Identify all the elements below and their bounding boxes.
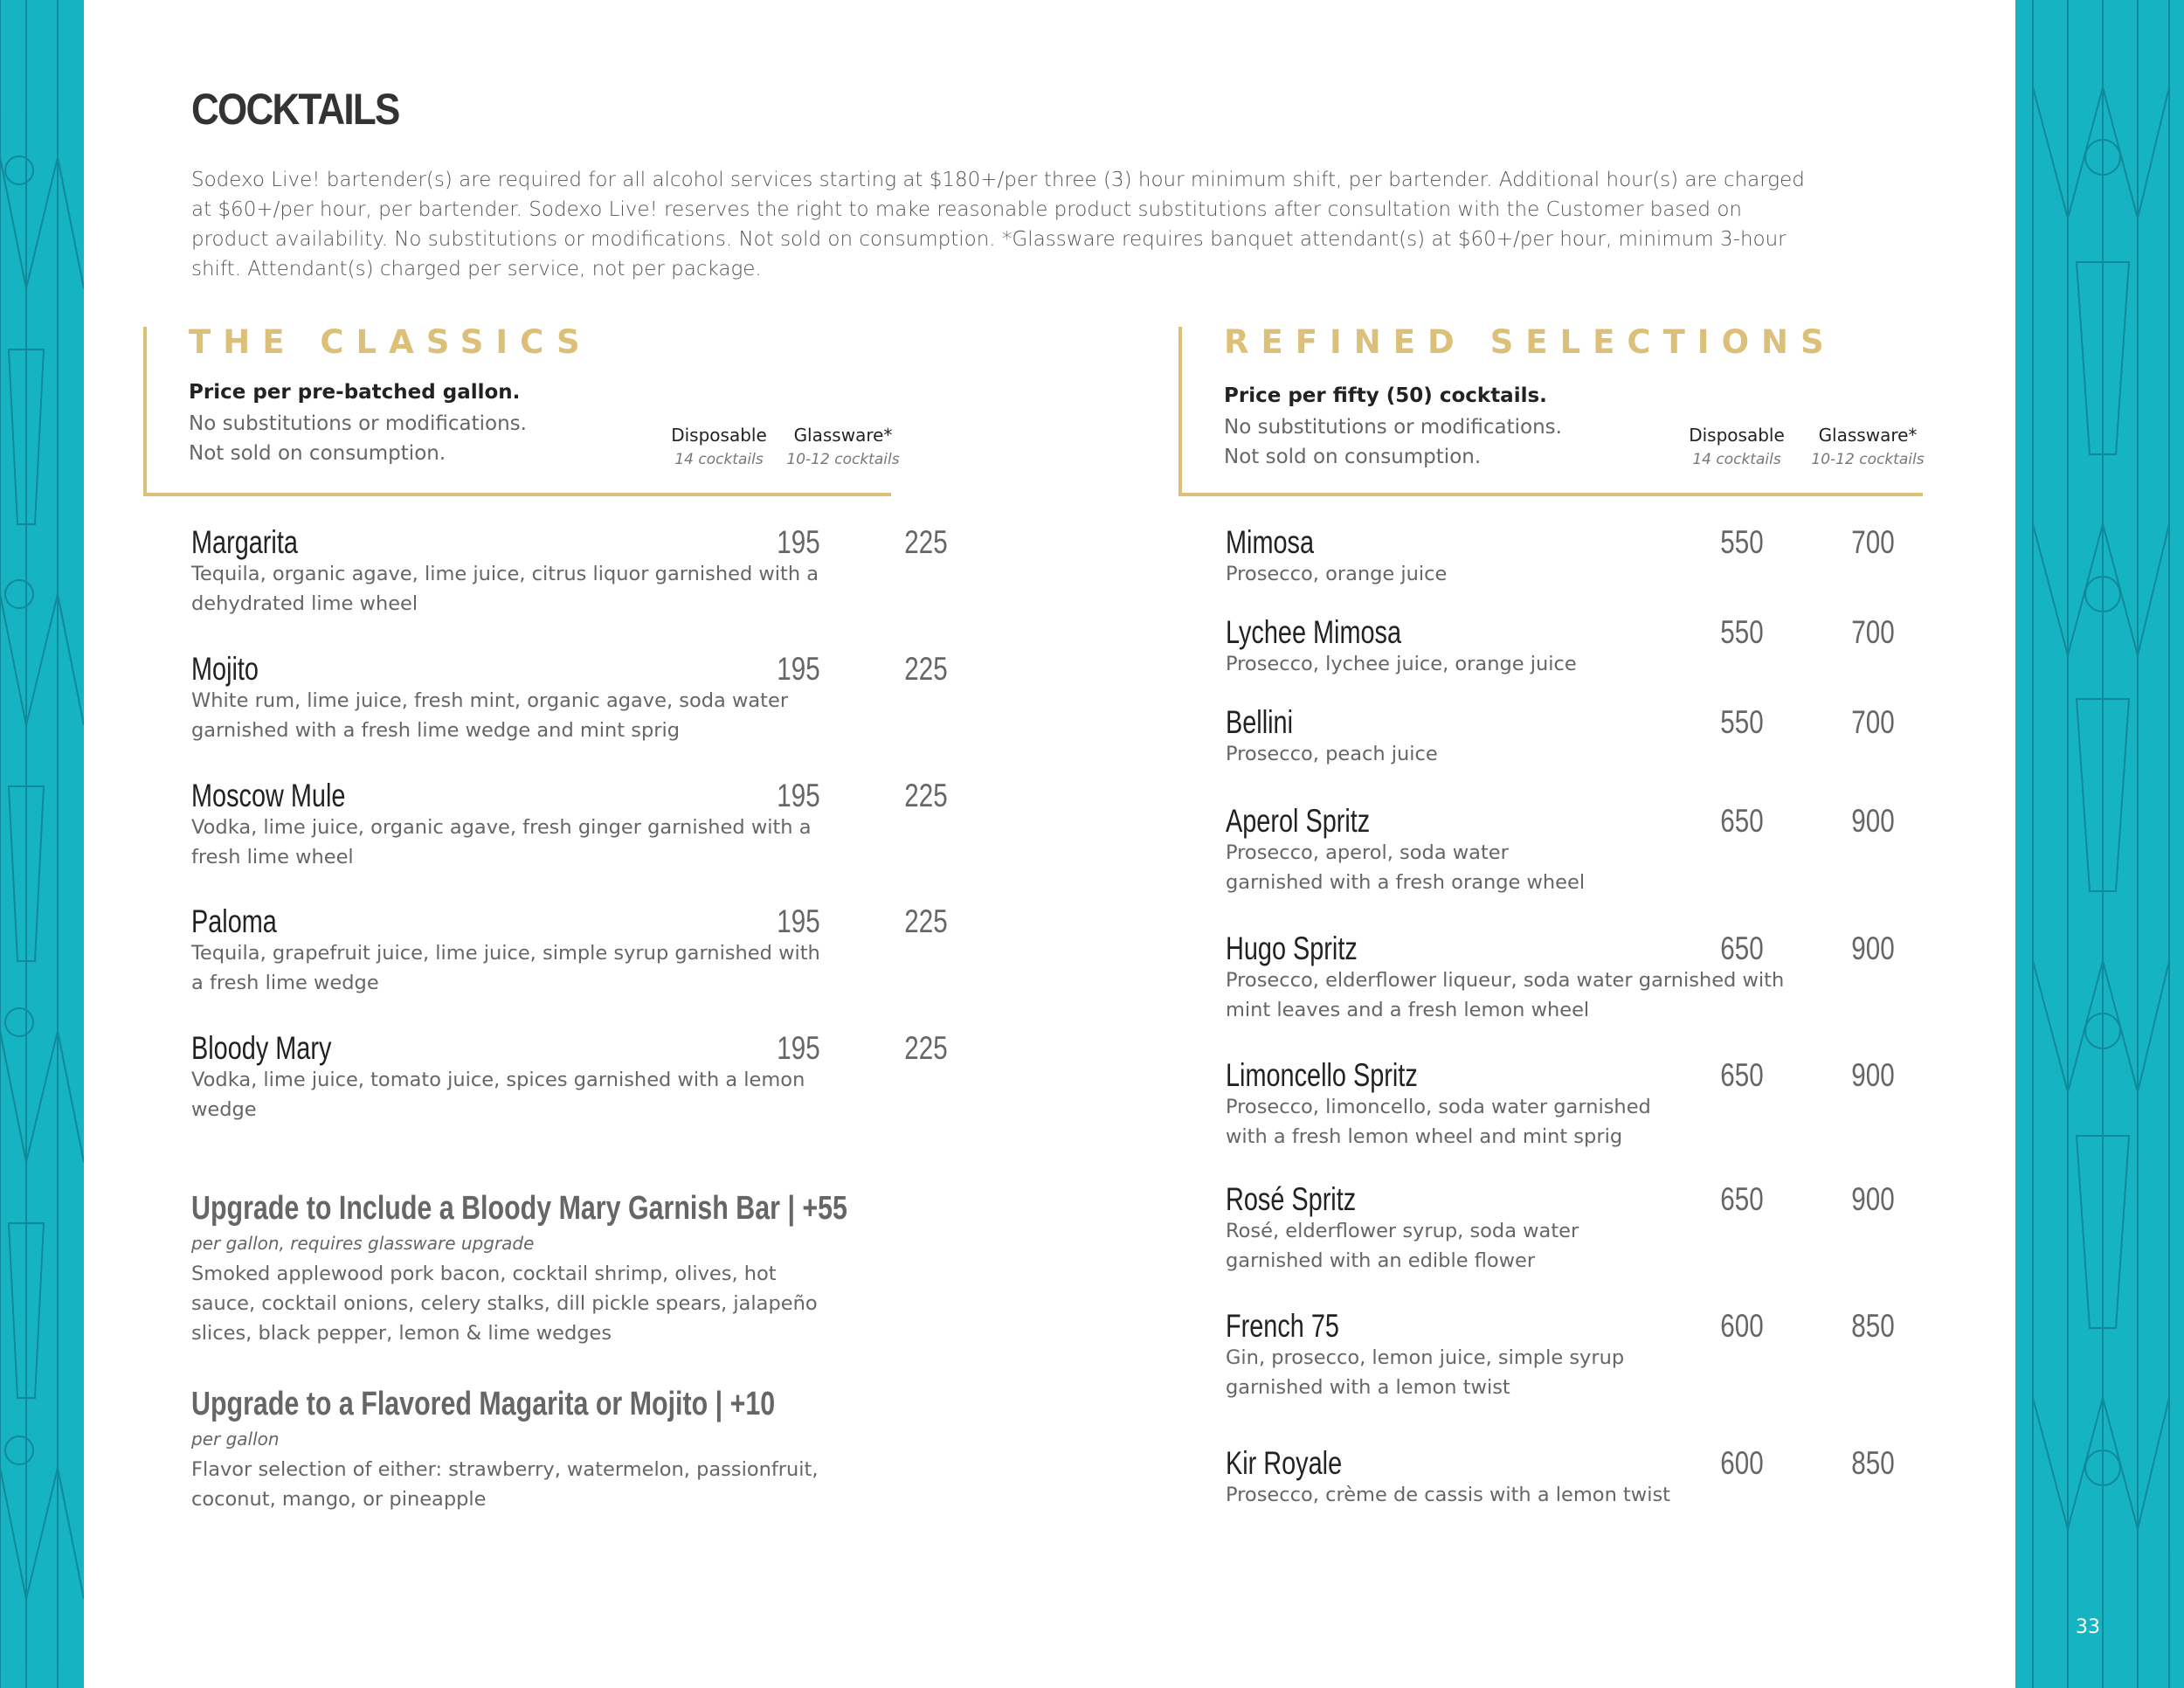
item-description: White rum, lime juice, fresh mint, organic agave, soda water garnished with a fresh lime wedge and mint sprig bbox=[191, 689, 789, 742]
item-description: Prosecco, crème de cassis with a lemon twist bbox=[1226, 1484, 1670, 1506]
classics-note-1: No substitutions or modifications. bbox=[189, 412, 527, 435]
right-border-pattern bbox=[2015, 0, 2184, 1688]
price-disposable: 650 bbox=[1720, 803, 1764, 839]
refined-col-disposable bbox=[1671, 425, 1802, 468]
item-description: Prosecco, peach juice bbox=[1226, 743, 1438, 765]
classics-col-disposable-sub: 14 cocktails bbox=[674, 451, 764, 468]
classics-col-disposable-label: Disposable bbox=[671, 425, 767, 446]
price-glassware: 225 bbox=[904, 778, 948, 813]
item-name: Mojito bbox=[191, 651, 259, 687]
price-disposable: 195 bbox=[777, 903, 820, 939]
refined-col-disposable-label: Disposable bbox=[1689, 425, 1785, 446]
price-disposable: 550 bbox=[1720, 704, 1764, 740]
refined-col-glassware bbox=[1802, 425, 1933, 468]
classics-title: THE CLASSICS bbox=[189, 323, 592, 361]
price-glassware: 900 bbox=[1851, 1181, 1895, 1217]
classics-col-glassware bbox=[778, 425, 909, 468]
refined-col-disposable-sub: 14 cocktails bbox=[1692, 451, 1781, 468]
item-name: Limoncello Spritz bbox=[1226, 1057, 1418, 1093]
refined-title: REFINED SELECTIONS bbox=[1224, 323, 1836, 361]
menu-page bbox=[84, 0, 2015, 1688]
classics-header bbox=[143, 323, 900, 496]
price-glassware: 900 bbox=[1851, 1057, 1895, 1093]
price-disposable: 600 bbox=[1720, 1308, 1764, 1344]
item-description: Prosecco, elderflower liqueur, soda water garnished with mint leaves and a fresh lemon wheel bbox=[1226, 969, 1785, 1021]
item-name: Kir Royale bbox=[1226, 1445, 1343, 1481]
upgrade-note: per gallon, requires glassware upgrade bbox=[191, 1233, 535, 1254]
upgrade-title: Upgrade to Include a Bloody Mary Garnish Bar | +55 bbox=[191, 1190, 847, 1227]
price-glassware: 225 bbox=[904, 903, 948, 939]
price-disposable: 600 bbox=[1720, 1445, 1764, 1481]
item-name: Aperol Spritz bbox=[1226, 803, 1371, 839]
refined-col-glassware-sub: 10-12 cocktails bbox=[1811, 451, 1925, 468]
classics-col-glassware-label: Glassware* bbox=[793, 425, 893, 446]
refined-price-basis: Price per fifty (50) cocktails. bbox=[1224, 384, 1547, 407]
price-glassware: 225 bbox=[904, 651, 948, 687]
item-description: Prosecco, lychee juice, orange juice bbox=[1226, 653, 1577, 675]
item-description: Gin, prosecco, lemon juice, simple syrup garnished with a lemon twist bbox=[1226, 1346, 1625, 1399]
price-glassware: 225 bbox=[904, 524, 948, 560]
upgrade-title: Upgrade to a Flavored Magarita or Mojito | +10 bbox=[191, 1386, 776, 1422]
price-disposable: 195 bbox=[777, 778, 820, 813]
item-description: Vodka, lime juice, organic agave, fresh ginger garnished with a fresh lime wheel bbox=[191, 816, 812, 868]
price-disposable: 195 bbox=[777, 1030, 820, 1066]
refined-header bbox=[1178, 323, 1925, 496]
price-disposable: 195 bbox=[777, 524, 820, 560]
upgrade-note: per gallon bbox=[191, 1429, 280, 1449]
refined-col-glassware-label: Glassware* bbox=[1818, 425, 1918, 446]
classics-note-2: Not sold on consumption. bbox=[189, 442, 446, 465]
intro-paragraph: Sodexo Live! bartender(s) are required for all alcohol services starting at $180+/per three (3) hour minimum shift, per bartender. Additional hour(s) are charged at $60+/per hour, per bartender. Sodexo Live! reserves the right to make reasonable product substitutions after consultation with the Customer based on product availability. No substitutions or modifications. Not sold on consumption. *Glassware requires banquet attendant(s) at $60+/per hour, minimum 3-hour shift. Attendant(s) charged per service, not per package. bbox=[191, 169, 1805, 280]
item-description: Vodka, lime juice, tomato juice, spices garnished with a lemon wedge bbox=[191, 1069, 805, 1121]
price-glassware: 850 bbox=[1851, 1445, 1895, 1481]
item-name: Hugo Spritz bbox=[1226, 930, 1358, 966]
classics-col-glassware-sub: 10-12 cocktails bbox=[786, 451, 900, 468]
item-name: Lychee Mimosa bbox=[1226, 614, 1402, 650]
price-glassware: 850 bbox=[1851, 1308, 1895, 1344]
price-disposable: 195 bbox=[777, 651, 820, 687]
item-name: Mimosa bbox=[1226, 524, 1315, 560]
page-number: 33 bbox=[2076, 1616, 2100, 1638]
price-glassware: 900 bbox=[1851, 803, 1895, 839]
price-disposable: 650 bbox=[1720, 930, 1764, 966]
price-disposable: 550 bbox=[1720, 524, 1764, 560]
price-glassware: 900 bbox=[1851, 930, 1895, 966]
item-name: Bloody Mary bbox=[191, 1030, 332, 1066]
refined-note-2: Not sold on consumption. bbox=[1224, 446, 1482, 468]
item-description: Prosecco, limoncello, soda water garnished with a fresh lemon wheel and mint sprig bbox=[1226, 1096, 1651, 1148]
page-title: COCKTAILS bbox=[191, 85, 399, 134]
item-description: Tequila, organic agave, lime juice, citrus liquor garnished with a dehydrated lime wheel bbox=[191, 563, 819, 615]
price-glassware: 700 bbox=[1851, 614, 1895, 650]
price-disposable: 550 bbox=[1720, 614, 1764, 650]
item-name: French 75 bbox=[1226, 1308, 1339, 1344]
item-name: Moscow Mule bbox=[191, 778, 346, 813]
price-glassware: 225 bbox=[904, 1030, 948, 1066]
left-border-pattern bbox=[0, 0, 84, 1688]
upgrade-description: Smoked applewood pork bacon, cocktail shrimp, olives, hot sauce, cocktail onions, celery stalks, dill pickle spears, jalapeño slices, black pepper, lemon & lime wedges bbox=[191, 1263, 818, 1345]
item-name: Paloma bbox=[191, 903, 277, 939]
item-description: Tequila, grapefruit juice, lime juice, simple syrup garnished with a fresh lime wedge bbox=[191, 942, 820, 994]
item-name: Rosé Spritz bbox=[1226, 1181, 1357, 1217]
classics-price-basis: Price per pre-batched gallon. bbox=[189, 381, 521, 404]
price-disposable: 650 bbox=[1720, 1181, 1764, 1217]
item-description: Prosecco, aperol, soda water garnished with a fresh orange wheel bbox=[1226, 841, 1586, 894]
price-disposable: 650 bbox=[1720, 1057, 1764, 1093]
item-name: Bellini bbox=[1226, 704, 1294, 740]
refined-note-1: No substitutions or modifications. bbox=[1224, 416, 1562, 439]
item-name: Margarita bbox=[191, 524, 298, 560]
item-description: Prosecco, orange juice bbox=[1226, 563, 1448, 585]
upgrade-description: Flavor selection of either: strawberry, watermelon, passionfruit, coconut, mango, or pineapple bbox=[191, 1458, 819, 1511]
price-glassware: 700 bbox=[1851, 524, 1895, 560]
upgrade-garnish-bar bbox=[191, 1190, 1012, 1348]
item-description: Rosé, elderflower syrup, soda water garnished with an edible flower bbox=[1226, 1220, 1579, 1272]
price-glassware: 700 bbox=[1851, 704, 1895, 740]
upgrade-flavored bbox=[191, 1386, 921, 1514]
classics-col-disposable bbox=[653, 425, 784, 468]
